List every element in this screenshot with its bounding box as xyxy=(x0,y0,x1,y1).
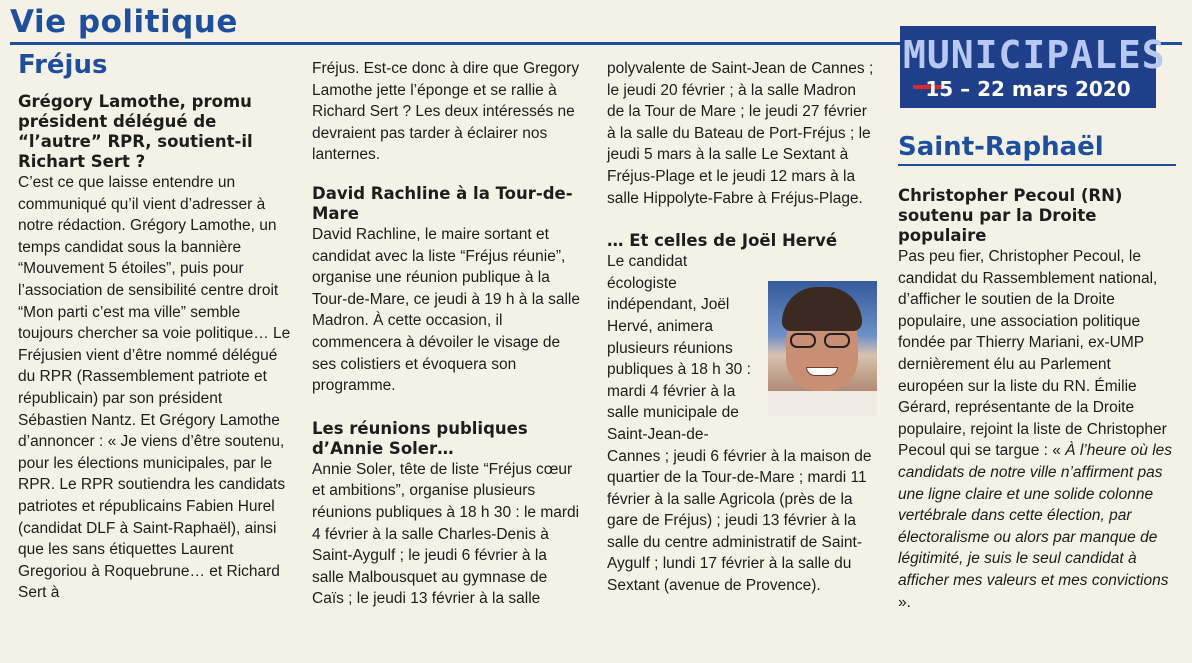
article-headline-rachline: David Rachline à la Tour-de-Mare xyxy=(312,183,573,223)
column-2 xyxy=(312,58,582,610)
pecoul-quote: À l’heure où les candidats de notre ville n’affirment pas une ligne claire et une solide colonne vertébrale dans cette élection, par électoralisme ou alors par manque de légitimité, je suis le seul candidat à afficher mes valeurs et mes convictions xyxy=(898,442,1173,589)
banner-dates: 15 – 22 mars 2020 xyxy=(925,77,1131,101)
city-heading-saint-raphael: Saint-Raphaël xyxy=(898,132,1104,162)
article-body-herve-part2: Cannes ; jeudi 6 février à la maison de quartier de la Tour-de-Mare ; mardi 11 février à la salle Agricola (près de la gare de Fréjus) ; jeudi 13 février à la salle du centre administratif de Saint-Aygulf ; lundi 17 février à la salle du Sextant (avenue de Provence). xyxy=(607,447,872,595)
portrait-smile xyxy=(806,367,838,376)
article-headline-herve: … Et celles de Joël Hervé xyxy=(607,231,838,251)
municipales-banner xyxy=(900,26,1166,108)
column-4 xyxy=(898,132,1176,613)
article-body-rachline: David Rachline, le maire sortant et candidat avec la liste “Fréjus réunie”, organise une réunion publique à la Tour-de-Mare, ce jeudi à 19 h à la salle Madron. À cette occasion, il commencera à dévoiler le visage de ses colistiers et évoquera son programme. xyxy=(312,225,580,395)
article-headline-soler: Les réunions publiques d’Annie Soler… xyxy=(312,418,528,458)
portrait-glasses xyxy=(790,333,854,349)
article-headline-pecoul: Christopher Pecoul (RN) soutenu par la Droite populaire xyxy=(898,186,1123,245)
article-body-herve-part1: Le candidat écologiste indépendant, Joël Hervé, animera plusieurs réunions publiques à 18 h 30 : mardi 4 février à la salle municipale de Saint-Jean-de- xyxy=(607,253,751,443)
city-heading-frejus: Fréjus xyxy=(18,50,108,80)
article-body-soler-part1: Annie Soler, tête de liste “Fréjus cœur et ambitions”, organise plusieurs réunions publiques à 18 h 30 : le mardi 4 février à la salle Charles-Denis à Saint-Aygulf ; le jeudi 6 février à la salle Malbousquet au gymnase de Caïs ; le jeudi 13 février à la salle xyxy=(312,460,580,608)
portrait-hair xyxy=(782,287,862,331)
portrait-shirt xyxy=(768,391,877,416)
section-title: Vie politique xyxy=(10,4,238,40)
article-body-soler-part2: polyvalente de Saint-Jean de Cannes ; le jeudi 20 février ; à la salle Madron de la Tour de Mare ; le jeudi 27 février à la salle du Bateau de Port-Fréjus ; le jeudi 5 mars à la salle Le Sextant à Fréjus-Plage et le jeudi 12 mars à la salle Hippolyte-Fabre à Fréjus-Plage. xyxy=(607,60,874,207)
city-rule xyxy=(898,164,1176,166)
article-headline-lamothe: Grégory Lamothe, promu président délégué de “l’autre” RPR, soutient-il Richart Sert ? xyxy=(18,92,253,171)
pecoul-quote-end: ». xyxy=(898,593,911,611)
article-body-pecoul xyxy=(898,246,1176,613)
pecoul-body-text: Pas peu fier, Christopher Pecoul, le candidat du Rassemblement national, d’afficher le soutien de la Droite populaire, une association politique fondée par Thierry Mariani, ex-UMP dernièrement élu au Parlement européen sur la liste du RN. Émilie Gérard, représentante de la Droite populaire, rejoint la liste de Christopher Pecoul qui se targue : « xyxy=(898,248,1167,460)
portrait-joel-herve xyxy=(768,281,877,416)
article-body-lamothe-part1: C’est ce que laisse entendre un communiqué qu’il vient d’adresser à notre rédaction. Grégory Lamothe, un temps candidat sous la bannière “Mouvement 5 étoiles”, puis pour l’association de sensibilité centre droit “Mon parti c’est ma ville” semble toujours chercher sa voie politique… Le Fréjusien vient d’être nommé délégué du RPR (Rassemblement patriote et républicain) par son président Sébastien Nantz. Et Grégory Lamothe d’annoncer : « Je viens d’être soutenu, pour les élections municipales, par le RPR. Le RPR soutiendra les candidats patriotes et républicains Fabien Hurel (candidat DLF à Saint-Raphaël), ainsi que les sans étiquettes Laurent Gregoriou à Roquebrune… et Richard Sert à xyxy=(18,174,291,602)
article-body-lamothe-part2: Fréjus. Est-ce donc à dire que Gregory Lamothe jette l’éponge et se rallie à Richard Sert ? Les deux intéressés ne devraient pas tarder à éclairer nos lanternes. xyxy=(312,60,580,164)
column-1 xyxy=(18,50,293,604)
banner-title: MUNICIPALES xyxy=(903,33,1166,77)
